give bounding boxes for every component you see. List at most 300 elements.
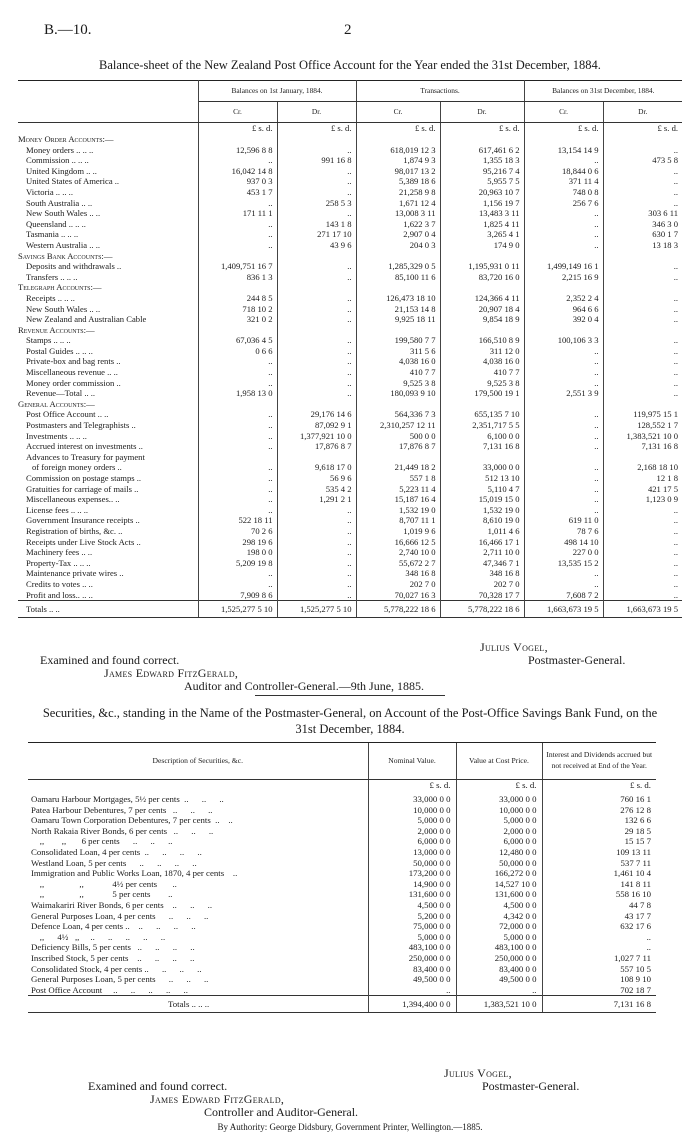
amount-cell: 964 6 6 [524,304,603,315]
currency-unit-row [28,780,656,795]
amount-cell: 33,000 0 0 [368,794,456,805]
amount-cell: 1,355 18 3 [440,155,524,166]
amount-cell: .. [673,197,679,208]
amount-cell: 95,216 7 4 [440,166,524,177]
account-label: License fees .. .. .. [18,505,198,516]
amount-cell: .. [524,378,603,389]
amount-cell [277,134,356,145]
dr-header: Dr. [603,102,682,123]
amount-cell: .. [673,335,679,346]
amount-cell: 9,925 18 11 [356,314,440,325]
amount-cell: .. [277,515,356,526]
amount-cell: 311 12 0 [440,346,524,357]
security-description: Immigration and Public Works Loan, 1870, 4 per cents .. [31,868,238,879]
amount-cell: .. [277,176,356,187]
security-description: Oamaru Harbour Mortgages, 5½ per cents .. .. .. [31,794,224,804]
amount-cell: 4,038 16 0 [356,356,440,367]
amount-cell [356,399,440,410]
account-label: Advances to Treasury for payment [18,452,198,463]
amount-cell: 5,389 18 6 [356,176,440,187]
account-label: Credits to votes .. .. [18,579,198,590]
table-row [18,367,682,378]
amount-cell: 2,740 10 0 [356,547,440,558]
amount-cell: .. [277,272,356,283]
account-label: United States of America .. [18,176,198,187]
amount-cell: 5,000 0 0 [456,932,542,943]
amount-cell: 2,352 2 4 [524,293,603,304]
amount-cell: 67,036 4 5 [198,335,277,346]
table-row [28,826,656,837]
amount-cell: 12 1 8 [656,473,679,483]
table-row [18,272,682,283]
amount-cell: 256 7 6 [524,198,603,209]
amount-cell: 410 7 7 [440,367,524,378]
security-description: General Purposes Loan, 4 per cents .. .. .. [31,910,209,921]
amount-cell: .. [673,176,679,187]
amount-cell: 29,176 14 6 [277,409,356,420]
auditor-title: Controller and Auditor-General. [204,1105,359,1119]
amount-cell [356,282,440,293]
amount-cell: 2,215 16 9 [524,272,603,283]
amount-cell: .. [524,579,603,590]
amount-cell: 5,223 11 4 [356,484,440,495]
account-label: Machinery fees .. .. [18,547,198,558]
amount-cell: .. [277,537,356,548]
amount-cell: 748 0 8 [524,187,603,198]
amount-cell: 321 0 2 [198,314,277,325]
amount-cell: 49,500 0 0 [368,974,456,985]
amount-cell: 131,600 0 0 [368,889,456,900]
amount-cell: 83,400 0 0 [368,964,456,975]
amount-cell [356,134,440,145]
table-row [28,942,656,953]
table-row [28,964,656,975]
amount-cell: 15,187 16 4 [356,494,440,505]
account-label: Gratuities for carriage of mails .. [18,484,198,495]
table-row [28,868,656,879]
amount-cell: 7,608 7 2 [524,590,603,601]
table-row [18,579,682,590]
amount-cell: 1,532 19 0 [356,505,440,516]
amount-cell: 47,346 7 1 [440,558,524,569]
amount-cell: 1,027 7 11 [542,953,656,964]
amount-cell [524,134,603,145]
amount-cell: .. [277,346,356,357]
amount-cell: 303 6 11 [648,208,679,219]
amount-cell: 12,596 8 8 [198,145,277,156]
amount-cell: 632 17 6 [542,921,656,932]
amount-cell: 10,000 0 0 [368,805,456,816]
amount-cell: .. [277,367,356,378]
amount-cell: 250,000 0 0 [368,953,456,964]
amount-cell: .. [277,505,356,516]
amount-cell [603,282,682,293]
amount-cell [524,282,603,293]
dr-header: Dr. [277,102,356,123]
table-row [18,441,682,452]
amount-cell: 199,580 7 7 [356,335,440,346]
amount-cell: .. [673,345,679,356]
amount-cell: 13,000 0 0 [368,847,456,858]
amount-cell: 128,552 1 7 [637,420,679,431]
amount-cell: .. [524,155,603,166]
interest-header: Interest and Dividends accrued but not received at End of the Year. [542,743,656,780]
amount-cell: .. [198,579,277,590]
amount-cell [356,452,440,463]
amount-cell: 20,907 18 4 [440,304,524,315]
amount-cell [603,325,682,336]
security-description: Consolidated Loan, 4 per cents .. .. .. .. [31,846,202,857]
amount-cell: 85,100 11 6 [356,272,440,283]
table-row [18,155,682,166]
currency-unit-row [18,123,682,135]
amount-cell [440,134,524,145]
amount-cell: .. [277,590,356,601]
table-row [28,858,656,869]
table-row [18,462,682,473]
table-row [18,452,682,463]
amount-cell: 16,666 12 5 [356,537,440,548]
table-row [18,240,682,251]
account-label: Miscellaneous expenses.. .. [18,494,198,505]
amount-cell: .. [198,378,277,389]
currency-unit-cell: £ s. d. [524,123,603,135]
section-divider [255,695,445,696]
table-row [28,974,656,985]
amount-cell: .. [673,589,679,600]
account-label: New South Wales .. .. [18,304,198,315]
amount-cell: .. [198,484,277,495]
amount-cell: .. [456,985,542,996]
amount-cell: .. [673,356,679,367]
amount-cell: 17,876 8 7 [356,441,440,452]
amount-cell: 618,019 12 3 [356,145,440,156]
table-row [18,304,682,315]
security-description: Waimakariri River Bonds, 6 per cents .. .. .. [31,899,213,910]
currency-unit-cell: £ s. d. [456,780,542,795]
amount-cell: 760 16 1 [542,794,656,805]
security-description: Inscribed Stock, 5 per cents .. .. .. .. [31,952,195,963]
balance-sheet-table [18,80,682,618]
examined-statement: Examined and found correct. [40,653,180,667]
table-row [18,388,682,399]
totals-row [18,601,682,618]
amount-cell: 0 6 6 [198,346,277,357]
transactions-header: Transactions. [356,81,524,102]
account-label: Tasmania .. .. .. [18,229,198,240]
table-row [18,176,682,187]
amount-cell: 108 9 10 [542,974,656,985]
page-number: 2 [344,22,352,38]
table-row [18,590,682,601]
column-group-header-row [18,81,682,102]
amount-cell: .. [277,187,356,198]
amount-cell: .. [524,346,603,357]
security-description: Patea Harbour Debentures, 7 per cents .. .. .. [31,804,213,815]
total-amount-cell: 5,778,222 18 6 [356,601,440,618]
amount-cell: .. [277,208,356,219]
amount-cell: 17,876 8 7 [277,441,356,452]
amount-cell: .. [673,504,679,515]
empty-cell [28,780,368,795]
amount-cell: .. [198,229,277,240]
amount-cell: 498 14 10 [524,537,603,548]
amount-cell: .. [673,367,679,378]
amount-cell: .. [277,261,356,272]
amount-cell: .. [198,568,277,579]
amount-cell: .. [673,144,679,155]
account-label: New Zealand and Australian Cable [18,314,198,325]
security-description: ,, ,, 5 per cents .. [31,889,173,900]
amount-cell: 535 4 2 [277,484,356,495]
table-row [28,911,656,922]
table-row [18,558,682,569]
security-description: ,, ,, 6 per cents .. .. .. [31,836,173,847]
amount-cell: 410 7 7 [356,367,440,378]
amount-cell: 2,310,257 12 11 [356,420,440,431]
securities-title: Securities, &c., standing in the Name of the Postmaster-General, on Account of the Post-Office Savings Bank Fund, on the 31st December, 1884. [42,706,658,736]
amount-cell: 1,671 12 4 [356,198,440,209]
amount-cell: 20,963 10 7 [440,187,524,198]
amount-cell: .. [542,942,656,953]
amount-cell: .. [198,431,277,442]
amount-cell: .. [673,271,679,282]
amount-cell: .. [277,378,356,389]
amount-cell: 13 18 3 [652,239,679,250]
amount-cell: 132 6 6 [542,815,656,826]
securities-header-row [28,743,656,780]
amount-cell: 1,874 9 3 [356,155,440,166]
amount-cell: 7,131 16 8 [440,441,524,452]
table-row [28,921,656,932]
amount-cell [198,325,277,336]
amount-cell: .. [198,505,277,516]
account-label: Transfers .. .. .. [18,272,198,283]
amount-cell [277,325,356,336]
table-row [18,409,682,420]
amount-cell [440,452,524,463]
amount-cell: 4,500 0 0 [368,900,456,911]
amount-cell: 6,000 0 0 [456,836,542,847]
account-group-row [18,325,682,336]
account-label: Revenue—Total .. .. [18,388,198,399]
amount-cell: .. [524,240,603,251]
amount-cell: 244 8 5 [198,293,277,304]
amount-cell [198,251,277,262]
amount-cell: .. [198,462,277,473]
account-label: Receipts .. .. .. [18,293,198,304]
table-row [18,484,682,495]
amount-cell [356,251,440,262]
amount-cell [524,452,603,463]
amount-cell: 8,610 19 0 [440,515,524,526]
amount-cell: .. [673,388,679,399]
amount-cell: 2,000 0 0 [456,826,542,837]
amount-cell: 70 2 6 [198,526,277,537]
table-row [18,261,682,272]
amount-cell: .. [277,314,356,325]
account-label: Investments .. .. .. [18,431,198,442]
amount-cell: 2,351,717 5 5 [440,420,524,431]
amount-cell: 43 17 7 [542,911,656,922]
amount-cell: 119,975 15 1 [633,409,679,420]
amount-cell: 33,000 0 0 [456,794,542,805]
total-amount-cell: 1,525,277 5 10 [198,601,277,618]
amount-cell: .. [198,367,277,378]
amount-cell: 1,532 19 0 [440,505,524,516]
amount-cell: 4,038 16 0 [440,356,524,367]
auditor-name: James Edward FitzGerald, [104,666,239,680]
table-row [28,932,656,943]
amount-cell: 109 13 11 [542,847,656,858]
amount-cell: .. [198,155,277,166]
amount-cell: 348 16 8 [440,568,524,579]
currency-unit-cell: £ s. d. [356,123,440,135]
amount-cell: .. [277,145,356,156]
account-label: Receipts under Live Stock Acts .. [18,537,198,548]
currency-unit-cell: £ s. d. [198,123,277,135]
table-row [28,900,656,911]
amount-cell: .. [673,525,679,536]
amount-cell [198,134,277,145]
table-row [18,515,682,526]
amount-cell: .. [673,578,679,589]
amount-cell: 5,110 4 7 [440,484,524,495]
balance-sheet-title: Balance-sheet of the New Zealand Post Office Account for the Year ended the 31st December, 1884. [99,58,601,72]
amount-cell: 557 1 8 [356,473,440,484]
amount-cell: 473 5 8 [652,155,679,166]
amount-cell: .. [277,356,356,367]
cr-header: Cr. [524,102,603,123]
amount-cell: 512 13 10 [440,473,524,484]
table-row [28,836,656,847]
amount-cell: 18,844 0 6 [524,166,603,177]
amount-cell: 619 11 0 [524,515,603,526]
table-row [18,198,682,209]
amount-cell: .. [277,558,356,569]
account-label: Maintenance private wires .. [18,568,198,579]
amount-cell: 1,291 2 1 [277,494,356,505]
amount-cell: 5,000 0 0 [456,815,542,826]
amount-cell: 348 16 8 [356,568,440,579]
amount-cell [277,282,356,293]
amount-cell: .. [673,186,679,197]
account-label: Stamps .. .. .. [18,335,198,346]
amount-cell: .. [673,165,679,176]
amount-cell: 4,500 0 0 [456,900,542,911]
account-label: Commission on postage stamps .. [18,473,198,484]
security-description: Post Office Account .. .. .. .. .. [31,984,188,995]
amount-cell [524,399,603,410]
table-row [18,219,682,230]
security-description: ,, ,, 4½ per cents .. [31,878,177,889]
account-label: Western Australia .. .. [18,240,198,251]
amount-cell: 126,473 18 10 [356,293,440,304]
amount-cell [198,282,277,293]
dr-header: Dr. [440,102,524,123]
amount-cell: 5,000 0 0 [368,932,456,943]
amount-cell: .. [524,473,603,484]
amount-cell: 371 11 4 [524,176,603,187]
amount-cell: .. [673,261,679,272]
account-group-label: Money Order Accounts:— [18,134,198,145]
amount-cell: 311 5 6 [356,346,440,357]
amount-cell: .. [524,219,603,230]
amount-cell: 6,000 0 0 [368,836,456,847]
amount-cell: .. [524,229,603,240]
amount-cell: .. [277,388,356,399]
amount-cell: 141 8 11 [542,879,656,890]
amount-cell: 4,342 0 0 [456,911,542,922]
amount-cell: 2,711 10 0 [440,547,524,558]
amount-cell [524,325,603,336]
amount-cell: .. [524,441,603,452]
amount-cell: .. [198,494,277,505]
amount-cell: 173,200 0 0 [368,868,456,879]
account-group-label: Revenue Accounts:— [18,325,198,336]
amount-cell: .. [198,219,277,230]
opening-balances-header: Balances on 1st January, 1884. [198,81,356,102]
account-label: Deposits and withdrawals .. [18,261,198,272]
securities-body [28,780,656,1013]
amount-cell: 15,019 15 0 [440,494,524,505]
total-amount-cell: 1,394,400 0 0 [368,996,456,1013]
amount-cell: .. [277,304,356,315]
table-row [28,879,656,890]
table-row [28,815,656,826]
amount-cell: .. [524,409,603,420]
amount-cell: 83,400 0 0 [456,964,542,975]
table-row [18,356,682,367]
amount-cell [603,452,682,463]
amount-cell: .. [524,505,603,516]
account-label: United Kingdom .. .. [18,166,198,177]
amount-cell: 13,154 14 9 [524,145,603,156]
amount-cell: 7,131 16 8 [641,441,679,452]
account-label: Post Office Account .. .. [18,409,198,420]
table-row [18,346,682,357]
amount-cell: .. [198,240,277,251]
amount-cell: .. [524,420,603,431]
amount-cell [524,251,603,262]
cost-price-header: Value at Cost Price. [456,743,542,780]
amount-cell: 1,499,149 16 1 [524,261,603,272]
account-label: Commission .. .. .. [18,155,198,166]
table-row [18,420,682,431]
amount-cell: 564,336 7 3 [356,409,440,420]
totals-label: Totals .. .. .. [28,996,368,1013]
security-description: General Purposes Loan, 5 per cents .. .. .. [31,974,209,985]
amount-cell: 204 0 3 [356,240,440,251]
amount-cell: 630 1 7 [652,229,679,240]
amount-cell: 16,042 14 8 [198,166,277,177]
amount-cell: 75,000 0 0 [368,921,456,932]
amount-cell: 124,366 4 11 [440,293,524,304]
amount-cell: 44 7 8 [542,900,656,911]
currency-unit-cell: £ s. d. [440,123,524,135]
amount-cell: 5,955 7 5 [440,176,524,187]
amount-cell [603,134,682,145]
totals-row [28,996,656,1013]
table-row [18,229,682,240]
account-label: Property-Tax .. .. .. [18,558,198,569]
cr-header: Cr. [198,102,277,123]
account-group-label: Telegraph Accounts:— [18,282,198,293]
auditor-name: James Edward FitzGerald, [150,1092,285,1106]
amount-cell [440,399,524,410]
amount-cell: 9,525 3 8 [356,378,440,389]
amount-cell: .. [673,515,679,526]
